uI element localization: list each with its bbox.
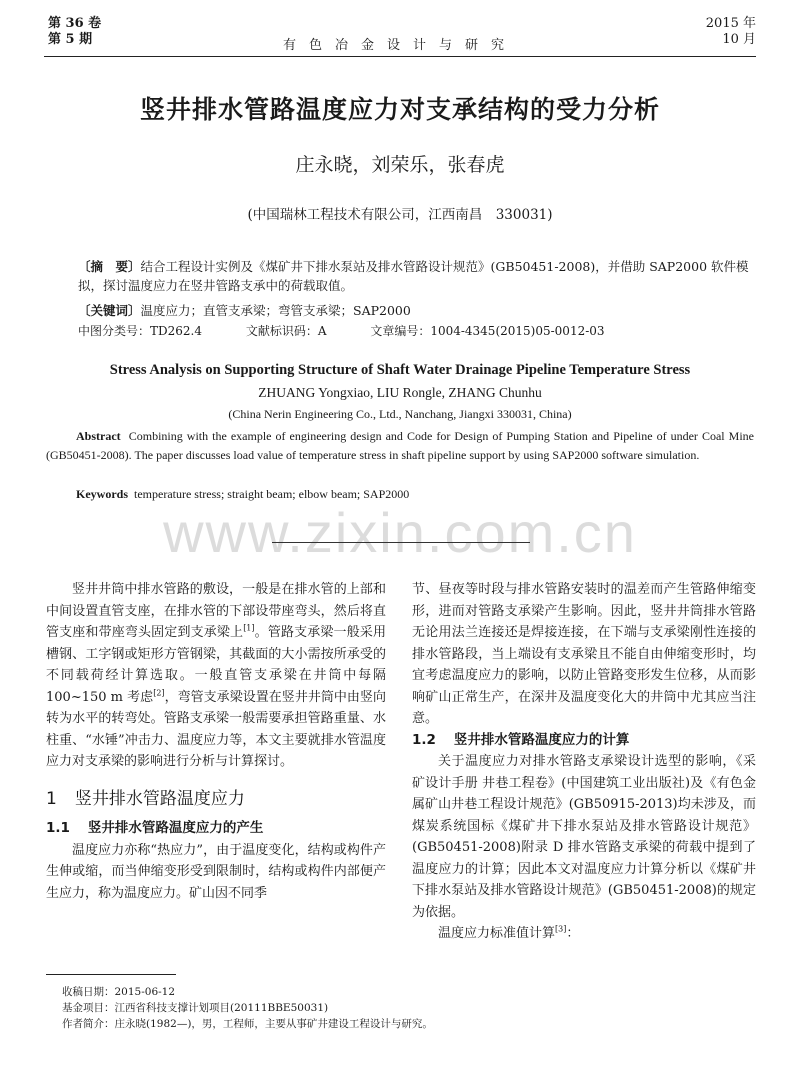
doc-code: 文献标识码：A (245, 324, 327, 338)
section-1-1-title: 竖井排水管路温度应力的产生 (87, 820, 264, 836)
intro-text-3: ，弯管支承梁设置在竖井井筒中由竖向转为水平的转弯处。管路支承梁一般需要承担管路重量、水柱重、“水锤”冲击力、温度应力等，本文主要就排水管温度应力对支承梁的影响进行分析与计算探讨。 (46, 689, 386, 769)
paper-title: 竖井排水管路温度应力对支承结构的受力分析 (139, 95, 660, 124)
english-authors: ZHUANG Yongxiao, LIU Rongle, ZHANG Chunhu (258, 385, 542, 400)
section-1-1-paragraph: 温度应力亦称“热应力”，由于温度变化，结构或构件产生伸或缩，而当伸缩变形受到限制时，结构或构件内部便产生应力，称为温度应力。矿山因不同季 (46, 842, 386, 901)
footnote-fund: 基金项目：江西省科技支撑计划项目(20111BBE50031) (62, 1002, 329, 1014)
english-keywords-label: Keywords (76, 487, 128, 501)
english-abstract-label: Abstract (76, 429, 121, 443)
keywords-cn-text: 温度应力；直管支承梁；弯管支承梁；SAP2000 (140, 303, 411, 318)
english-title: Stress Analysis on Supporting Structure of Shaft Water Drainage Pipeline Temperature Stress (109, 362, 691, 378)
english-affiliation: (China Nerin Engineering Co., Ltd., Nanchang, Jiangxi 330031, China) (228, 407, 572, 421)
abstract-cn (78, 257, 758, 295)
abstract-cn-text: 结合工程设计实例及《煤矿井下排水泵站及排水管路设计规范》(GB50451-2008)，并借助 SAP2000 软件模拟，探讨温度应力在竖井管路支承中的荷载取值。 (78, 259, 749, 293)
header-issue: 第 5 期 (48, 32, 93, 47)
paper-affiliation: (中国瑞林工程技术有限公司，江西南昌 330031) (247, 207, 553, 223)
section-1-number: 1 (46, 788, 57, 809)
header-journal: 有色冶金设计与研究 (282, 38, 517, 53)
footnote-author-bio: 作者简介：庄永晓(1982—)，男，工程师，主要从事矿井建设工程设计与研究。 (62, 1018, 433, 1030)
body-right-column (412, 579, 756, 945)
section-1-title: 竖井排水管路温度应力 (74, 788, 245, 809)
right-continuation-paragraph: 节、昼夜等时段与排水管路安装时的温差而产生管路伸缩变形，进而对管路支承梁产生影响。因此，竖井井筒排水管路无论用法兰连接还是焊接连接，在下端与支承梁刚性连接的排水管路段，当上端设有支承梁且不能自由伸缩变形时，均宜考虑温度应力的影响，以防止管路变形发生位移，从而影响矿山正常生产，在深井及温度变化大的井筒中尤其应当注意。 (412, 582, 756, 726)
header-year: 2015 年 (705, 16, 756, 31)
formula-intro-text: 温度应力标准值计算 (438, 926, 556, 941)
paper-authors: 庄永晓，刘荣乐，张春虎 (295, 154, 505, 176)
watermark: www.zixin.com.cn (163, 501, 637, 564)
footnote-rule (46, 974, 176, 975)
header-date (706, 16, 756, 48)
section-1-2-title: 竖井排水管路温度应力的计算 (453, 731, 630, 748)
section-1-2-number: 1.2 (412, 731, 436, 748)
header-month: 10 月 (722, 32, 756, 47)
section-1-1-number: 1.1 (46, 820, 70, 836)
keywords-cn (78, 301, 758, 319)
section-1-1-heading (46, 818, 386, 840)
keywords-cn-label: 〔关键词〕 (78, 303, 141, 318)
article-number: 文章编号：1004-4345(2015)05-0012-03 (370, 324, 605, 338)
header-rule (44, 56, 756, 57)
footnote-received: 收稿日期：2015-06-12 (62, 986, 176, 998)
section-divider (272, 542, 530, 543)
section-1-heading (46, 789, 386, 811)
footnotes (62, 984, 433, 1032)
header-volume: 第 36 卷 (48, 16, 102, 31)
intro-text-1: 竖井井筒中排水管路的敷设，一般是在排水管的上部和中间设置直管支座，在排水管的下部设带座弯头，然后将直管支座和带座弯头固定到支承梁上 (46, 582, 386, 640)
english-abstract (46, 427, 754, 464)
english-keywords-text: temperature stress; straight beam; elbow beam; SAP2000 (134, 487, 410, 501)
intro-paragraph (46, 579, 386, 773)
ref-3: [3] (555, 924, 567, 934)
ref-1: [1] (243, 623, 255, 633)
formula-intro (412, 923, 756, 945)
section-1-2-paragraph: 关于温度应力对排水管路支承梁设计选型的影响，《采矿设计手册 井巷工程卷》(中国建筑工业出版社)及《有色金属矿山井巷工程设计规范》(GB50915-2013)均未涉及，而煤炭系统国标《煤矿井下排水泵站及排水管路设计规范》(GB50451-2008)附录 D 排水管路支承梁的荷载中提到了温度应力的计算；因此本文对温度应力计算分析以《煤矿井下排水泵站及排水管路设计规范》(GB50451-2008)的规定为依据。 (412, 754, 756, 920)
section-1-2-heading (412, 730, 756, 752)
ref-2: [2] (153, 688, 165, 698)
formula-intro-colon: ： (566, 926, 580, 941)
clc-number: 中图分类号：TD262.4 (78, 324, 202, 338)
english-abstract-text: Combining with the example of engineering design and Code for Design of Pumping Station and Pipeline of under Coal Mine (GB50451-2008). The paper discusses load value of temperature stress in shaft pipeline support by using SAP2000 software simulation. (46, 429, 754, 462)
intro-text-2: 。管路支承梁一般采用槽钢、工字钢或矩形方管钢梁，其截面的大小需按所承受的不同载荷经计算选取。一般直管支承梁在井筒中每隔 100~150 m 考虑 (46, 625, 386, 705)
classification-line (78, 322, 758, 339)
body-left-column (46, 579, 386, 904)
abstract-cn-label: 〔摘 要〕 (78, 259, 141, 274)
